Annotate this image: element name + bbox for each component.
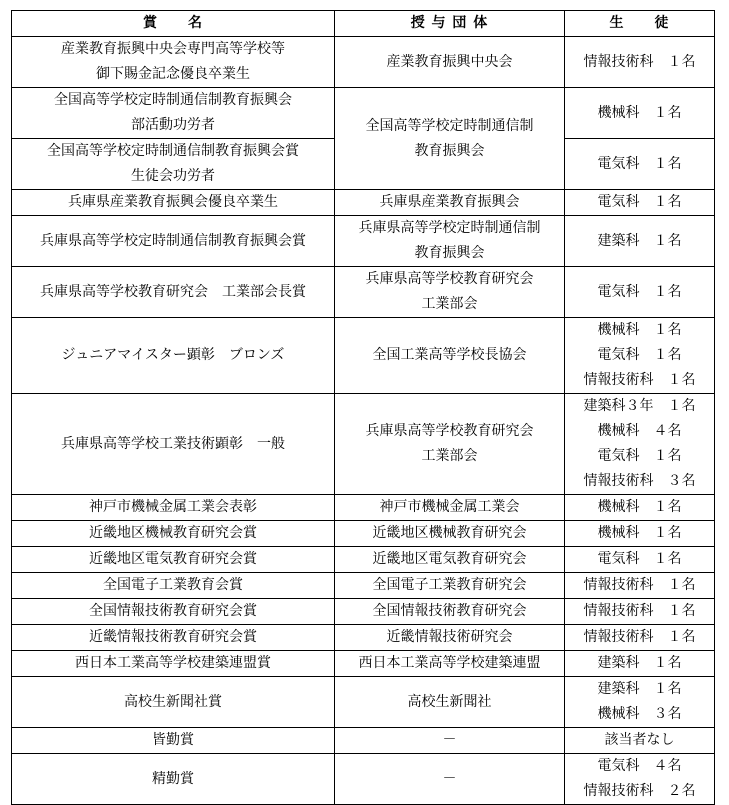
student-line: 情報技術科 １名: [583, 603, 696, 619]
student-cell: [565, 267, 715, 318]
table-row: [12, 728, 715, 754]
org-line: 兵庫県高等学校定時制通信制: [358, 220, 541, 236]
student-line: 機械科 ４名: [597, 423, 682, 439]
award-line: 兵庫県高等学校工業技術顕彰 一般: [61, 435, 285, 452]
award-cell: [12, 394, 335, 495]
award-cell: [12, 139, 335, 190]
award-line: 近畿地区機械教育研究会賞: [89, 525, 257, 541]
table-row: [12, 547, 715, 573]
award-line: 全国高等学校定時制通信制教育振興会賞: [47, 143, 299, 159]
student-cell: [565, 599, 715, 625]
award-line: 西日本工業高等学校建築連盟賞: [75, 655, 271, 671]
org-cell: [335, 521, 565, 547]
student-cell: [565, 394, 715, 495]
award-cell: [12, 573, 335, 599]
table-row: [12, 651, 715, 677]
table-row: [12, 88, 715, 139]
org-line: 兵庫県産業教育振興会: [379, 194, 520, 210]
student-line: 機械科 １名: [597, 525, 682, 541]
org-cell: [335, 677, 565, 728]
award-cell: [12, 754, 335, 805]
org-line: 教育振興会: [414, 142, 485, 159]
org-line: 全国高等学校定時制通信制: [365, 117, 534, 134]
table-row: [12, 394, 715, 495]
award-line: 神戸市機械金属工業会表彰: [89, 499, 257, 515]
student-line: 機械科 １名: [597, 322, 682, 338]
org-cell: [335, 216, 565, 267]
award-line: 精勤賞: [152, 770, 194, 787]
student-line: 情報技術科 １名: [583, 577, 696, 593]
award-cell: [12, 728, 335, 754]
org-line: 西日本工業高等学校建築連盟: [358, 655, 541, 671]
student-cell: [565, 521, 715, 547]
header-org: 授 与 団 体: [335, 11, 565, 37]
org-line: 兵庫県高等学校教育研究会: [365, 423, 534, 439]
student-cell: [565, 495, 715, 521]
award-line: 兵庫県産業教育振興会優良卒業生: [68, 194, 278, 210]
org-line: 全国情報技術教育研究会: [372, 603, 527, 619]
student-line: 電気科 １名: [597, 155, 682, 172]
award-cell: [12, 190, 335, 216]
student-line: 情報技術科 １名: [583, 629, 696, 645]
award-line: 産業教育振興中央会専門高等学校等: [61, 41, 285, 57]
award-cell: [12, 216, 335, 267]
table-row: [12, 37, 715, 88]
award-cell: [12, 677, 335, 728]
student-cell: [565, 754, 715, 805]
table-row: [12, 573, 715, 599]
table-row: [12, 318, 715, 394]
student-cell: [565, 547, 715, 573]
org-cell: [335, 318, 565, 394]
org-cell: [335, 754, 565, 805]
org-cell: [335, 267, 565, 318]
student-line: 情報技術科 １名: [583, 372, 696, 388]
student-line: 建築科３年 １名: [583, 398, 696, 414]
table-row: [12, 190, 715, 216]
award-line: 皆勤賞: [152, 732, 194, 748]
org-line: －: [442, 732, 457, 748]
award-cell: [12, 37, 335, 88]
student-cell: [565, 728, 715, 754]
org-line: 近畿情報技術研究会: [386, 629, 513, 645]
header-row: [12, 11, 715, 37]
student-cell: [565, 651, 715, 677]
org-cell: [335, 190, 565, 216]
awards-table: [11, 10, 715, 805]
award-cell: [12, 495, 335, 521]
table-body: [12, 37, 715, 805]
org-line: 全国電子工業教育研究会: [372, 577, 527, 593]
student-line: 電気科 １名: [597, 551, 682, 567]
award-cell: [12, 599, 335, 625]
student-cell: [565, 573, 715, 599]
org-line: 全国工業高等学校長協会: [372, 347, 527, 363]
org-line: 兵庫県高等学校教育研究会: [365, 271, 534, 287]
org-line: 工業部会: [421, 296, 478, 312]
student-line: 電気科 １名: [597, 448, 682, 464]
org-line: 工業部会: [421, 448, 478, 464]
org-line: 近畿地区電気教育研究会: [372, 551, 527, 567]
table-row: [12, 625, 715, 651]
org-line: 近畿地区機械教育研究会: [372, 525, 527, 541]
org-cell: [335, 495, 565, 521]
student-cell: [565, 37, 715, 88]
award-line: 全国電子工業教育会賞: [103, 577, 243, 593]
org-cell: [335, 651, 565, 677]
table-row: [12, 599, 715, 625]
award-cell: [12, 88, 335, 139]
award-cell: [12, 267, 335, 318]
award-cell: [12, 521, 335, 547]
student-line: 建築科 １名: [597, 655, 682, 671]
org-cell: [335, 394, 565, 495]
org-cell: [335, 37, 565, 88]
header-award: 賞 名: [12, 11, 335, 37]
award-line: 近畿情報技術教育研究会賞: [89, 629, 257, 645]
org-line: 高校生新聞社: [407, 693, 492, 710]
table-row: [12, 216, 715, 267]
org-cell: [335, 599, 565, 625]
student-line: 情報技術科 ２名: [583, 783, 696, 799]
student-line: 建築科 １名: [597, 681, 682, 697]
org-cell: [335, 728, 565, 754]
award-line: 高校生新聞社賞: [124, 693, 222, 710]
student-line: 該当者なし: [604, 732, 675, 748]
award-line: 全国情報技術教育研究会賞: [89, 603, 257, 619]
student-cell: [565, 216, 715, 267]
student-cell: [565, 88, 715, 139]
org-cell: [335, 573, 565, 599]
student-line: 電気科 １名: [597, 283, 682, 300]
table-row: [12, 495, 715, 521]
student-cell: [565, 318, 715, 394]
award-line: 兵庫県高等学校定時制通信制教育振興会賞: [40, 232, 306, 249]
table-row: [12, 521, 715, 547]
header-student: 生 徒: [565, 11, 715, 37]
table-row: [12, 677, 715, 728]
table-row: [12, 267, 715, 318]
award-cell: [12, 625, 335, 651]
student-line: 電気科 １名: [597, 194, 682, 210]
award-line: 御下賜金記念優良卒業生: [96, 66, 250, 82]
student-line: 機械科 ３名: [597, 706, 682, 722]
award-line: 兵庫県高等学校教育研究会 工業部会長賞: [40, 283, 306, 300]
student-line: 情報技術科 ３名: [583, 473, 696, 489]
award-line: 生徒会功労者: [131, 168, 215, 184]
student-line: 建築科 １名: [597, 232, 682, 249]
student-cell: [565, 677, 715, 728]
org-cell: [335, 547, 565, 573]
award-line: 近畿地区電気教育研究会賞: [89, 551, 257, 567]
student-line: 情報技術科 １名: [583, 53, 696, 70]
student-line: 電気科 １名: [597, 347, 682, 363]
award-cell: [12, 651, 335, 677]
award-cell: [12, 547, 335, 573]
award-line: 全国高等学校定時制通信制教育振興会: [54, 92, 292, 108]
table-row: [12, 754, 715, 805]
student-line: 機械科 １名: [597, 499, 682, 515]
student-line: 電気科 ４名: [597, 758, 682, 774]
award-line: 部活動功労者: [131, 117, 215, 133]
student-cell: [565, 190, 715, 216]
student-line: 機械科 １名: [597, 104, 682, 121]
org-line: 産業教育振興中央会: [386, 53, 513, 70]
student-cell: [565, 625, 715, 651]
org-line: 教育振興会: [414, 245, 485, 261]
award-line: ジュニアマイスター顕彰 ブロンズ: [61, 347, 285, 363]
org-line: －: [442, 770, 457, 787]
org-cell: [335, 88, 565, 190]
student-cell: [565, 139, 715, 190]
award-cell: [12, 318, 335, 394]
org-cell: [335, 625, 565, 651]
org-line: 神戸市機械金属工業会: [379, 499, 520, 515]
